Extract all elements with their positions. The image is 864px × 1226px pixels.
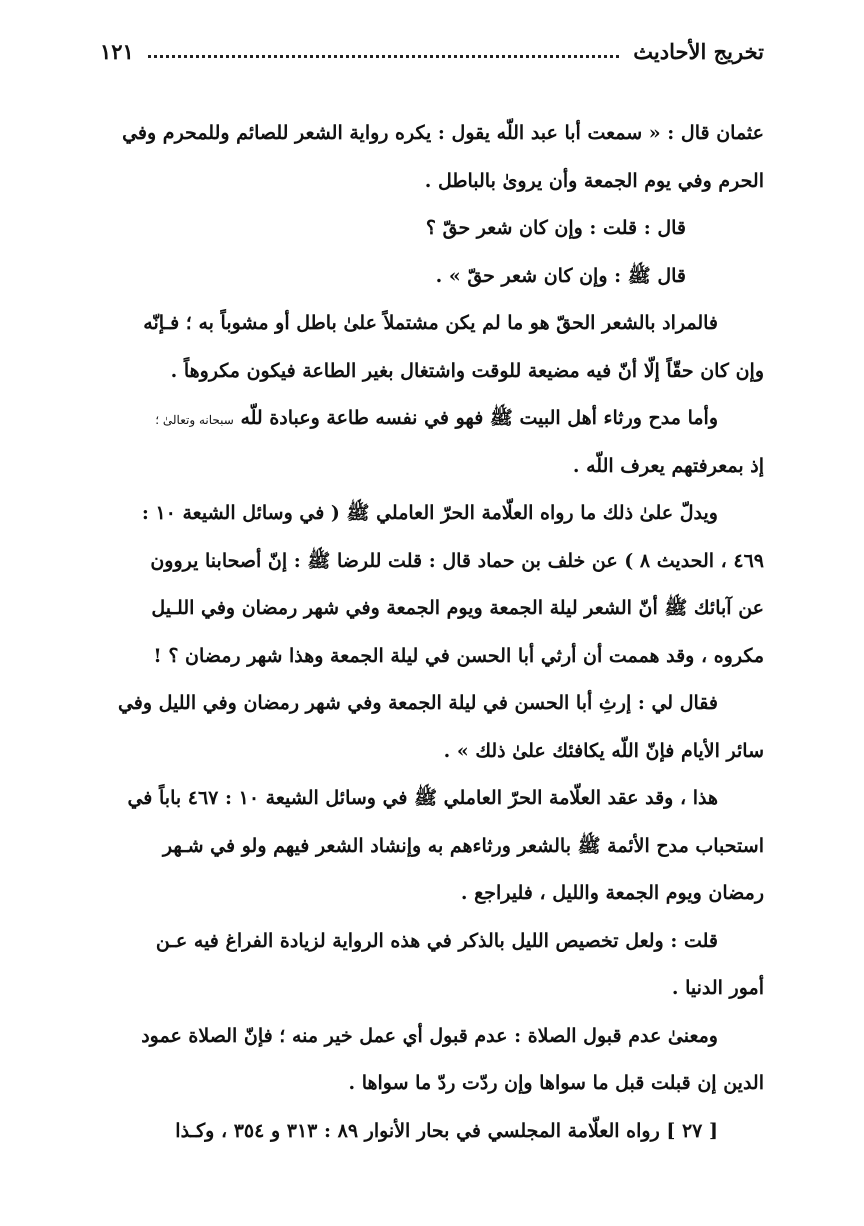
text-line: ويدلّ علىٰ ذلك ما رواه العلّامة الحرّ العاملي ﷺ ( في وسائل الشيعة ١٠ :: [141, 502, 718, 524]
leader-dots: [148, 55, 619, 58]
text-line: [ ٢٧ ] رواه العلّامة المجلسي في بحار الأنوار ٨٩ : ٣١٣ و ٣٥٤ ، وكـذا: [175, 1119, 718, 1142]
running-title: تخريج الأحاديث: [633, 38, 764, 64]
page-header: [100, 30, 764, 72]
text-line: فقال لي : إرثِ أبا الحسن في ليلة الجمعة وفي شهر رمضان وفي الليل وفي: [117, 692, 718, 714]
text-line: مكروه ، وقد هممت أن أرثي أبا الحسن في ليلة الجمعة وهذا شهر رمضان ؟ !: [153, 644, 764, 667]
text-line: الدين إن قبلت قبل ما سواها وإن ردّت ردّ ما سواها .: [348, 1072, 764, 1094]
text-line: سائر الأيام فإنّ اللّه يكافئك علىٰ ذلك » .: [443, 739, 764, 762]
text-line: عن آبائك ﷺ أنّ الشعر ليلة الجمعة ويوم الجمعة وفي شهر رمضان وفي اللـيل: [151, 597, 764, 619]
text-line: قال : قلت : وإن كان شعر حقّ ؟: [425, 217, 686, 239]
text-line: الحرم وفي يوم الجمعة وأن يروىٰ بالباطل .: [424, 169, 764, 192]
honorific-small-text: سبحانه وتعالىٰ ؛: [155, 413, 234, 427]
text-line: رمضان ويوم الجمعة والليل ، فليراجع .: [460, 882, 764, 904]
text-line: فالمراد بالشعر الحقّ هو ما لم يكن مشتملاً علىٰ باطل أو مشوباً به ؛ فـإنّه: [143, 312, 718, 334]
text-line: قال ﷺ : وإن كان شعر حقّ » .: [435, 264, 686, 287]
text-line: استحباب مدح الأئمة ﷺ بالشعر ورثاءهم به وإنشاد الشعر فيهم ولو في شـهر: [162, 834, 764, 857]
text-line: ٤٦٩ ، الحديث ٨ ) عن خلف بن حماد قال : قلت للرضا ﷺ : إنّ أصحابنا يروون: [150, 549, 764, 572]
text-line: قلت : ولعل تخصيص الليل بالذكر في هذه الرواية لزيادة الفراغ فيه عـن: [155, 929, 718, 952]
text-line: [100, 395, 764, 443]
text-span: وأما مدح ورثاء أهل البيت ﷺ فهو في نفسه طاعة وعبادة للّه: [240, 407, 718, 429]
text-line: عثمان قال : « سمعت أبا عبد اللّه يقول : يكره رواية الشعر للصائم وللمحرم وفي: [122, 122, 764, 144]
text-line: ومعنىٰ عدم قبول الصلاة : عدم قبول أي عمل خير منه ؛ فإنّ الصلاة عمود: [141, 1024, 718, 1047]
body-text: [100, 110, 764, 1155]
text-line: وإن كان حقّاً إلّا أنّ فيه مضيعة للوقت واشتغال بغير الطاعة فيكون مكروهاً .: [170, 359, 764, 382]
text-line: إذ بمعرفتهم يعرف اللّه .: [572, 454, 764, 477]
page-number: ١٢١: [100, 38, 134, 64]
text-line: أمور الدنيا .: [671, 977, 764, 999]
text-line: هذا ، وقد عقد العلّامة الحرّ العاملي ﷺ في وسائل الشيعة ١٠ : ٤٦٧ باباً في: [127, 787, 718, 809]
